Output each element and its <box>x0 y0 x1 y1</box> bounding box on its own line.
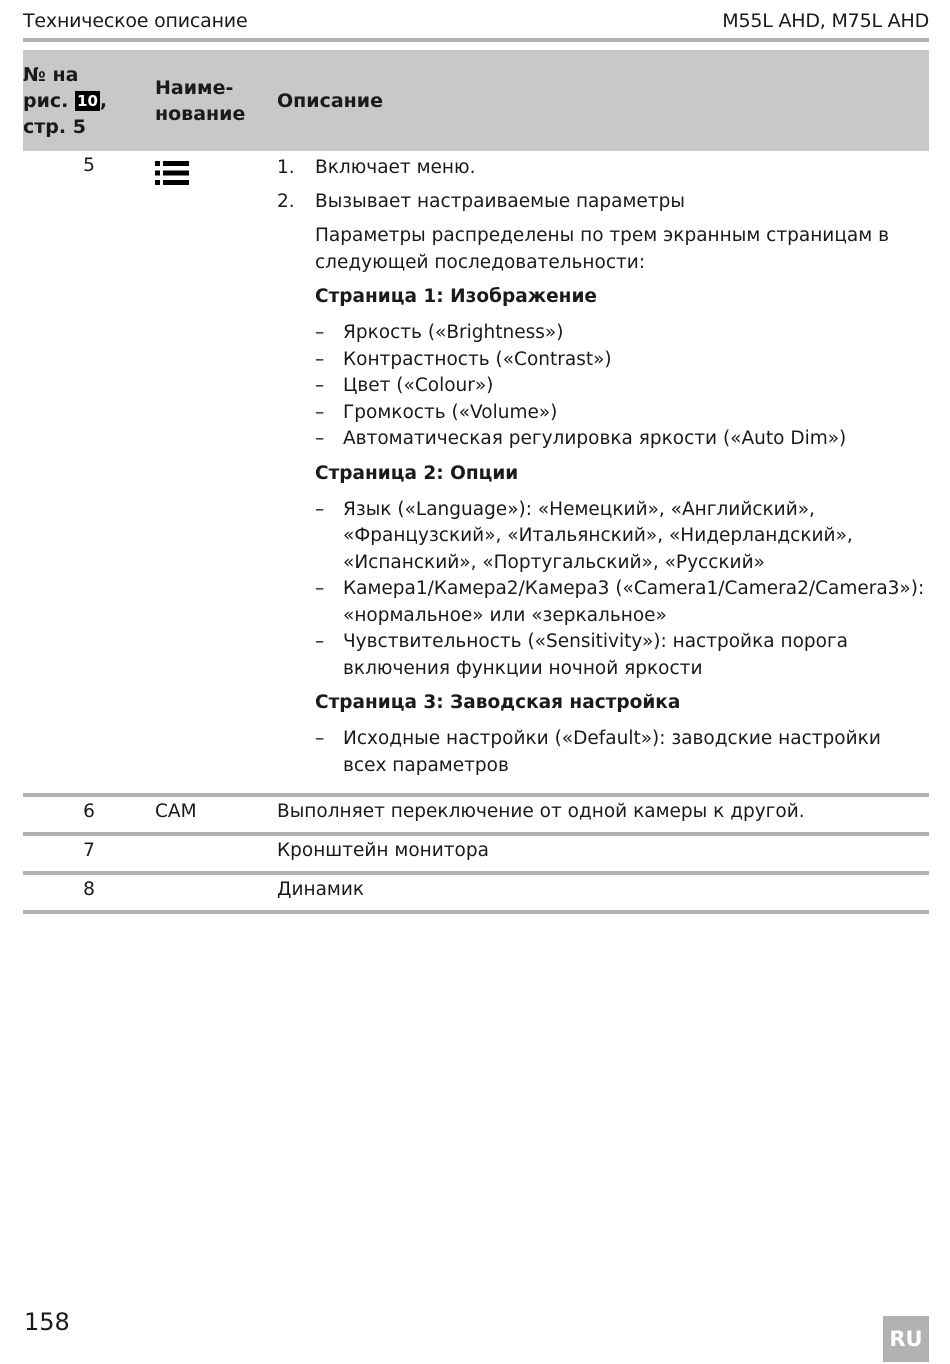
table-row <box>23 795 929 834</box>
list-item: – Исходные настройки («Default»): заводские настройки всех параметров <box>315 728 881 776</box>
header-divider <box>23 38 929 42</box>
row-number: 6 <box>23 795 155 834</box>
page3-heading: Страница 3: Заводская настройка <box>315 692 681 713</box>
page3-list <box>315 726 929 779</box>
list-item: – Громкость («Volume») <box>315 401 558 423</box>
table-row <box>23 873 929 912</box>
row-description: Динамик <box>277 873 929 912</box>
row-number: 8 <box>23 873 155 912</box>
language-badge: RU <box>883 1316 929 1362</box>
header-name: Наиме- нование <box>155 50 277 151</box>
list-item: – Язык («Language»): «Немецкий», «Английский», «Французский», «Итальянский», «Нидерландский», «Испанский», «Португальский», «Русский» <box>315 498 853 573</box>
page2-heading: Страница 2: Опции <box>315 462 519 484</box>
figure-ref-badge: 10 <box>77 91 98 110</box>
parameter-details <box>315 223 929 779</box>
row-description: Выполняет переключение от одной камеры к другой. <box>277 795 929 834</box>
page-number: 158 <box>24 1308 70 1336</box>
list-item: 1. Включает меню. <box>277 157 476 178</box>
list-item: – Чувствительность («Sensitivity»): настройка порога включения функции ночной яркости <box>315 631 849 679</box>
row-name <box>155 834 277 873</box>
page1-heading: Страница 1: Изображение <box>315 286 597 307</box>
page2-list <box>315 497 929 683</box>
row-description <box>277 151 929 795</box>
row-name <box>155 873 277 912</box>
table-row <box>23 151 929 795</box>
list-item: – Автоматическая регулировка яркости («Auto Dim») <box>315 428 847 449</box>
list-item: – Яркость («Brightness») <box>315 322 564 343</box>
params-intro: Параметры распределены по трем экранным страницам в следующей последовательности: <box>315 225 889 273</box>
row-name <box>155 151 277 795</box>
table-header-row <box>23 50 929 151</box>
row-number: 7 <box>23 834 155 873</box>
model-names: M55L AHD, M75L AHD <box>722 10 929 32</box>
list-item: – Камера1/Камера2/Камера3 («Camera1/Camera2/Camera3»): «нормальное» или «зеркальное» <box>315 578 925 626</box>
header-desc: Описание <box>277 50 929 151</box>
page1-list <box>315 320 929 453</box>
menu-list-icon <box>155 159 191 187</box>
page-header <box>23 8 929 34</box>
step-list <box>277 155 929 215</box>
table-row <box>23 834 929 873</box>
spec-table <box>23 50 929 914</box>
list-item: 2. Вызывает настраиваемые параметры <box>277 191 685 212</box>
list-item: – Контрастность («Contrast») <box>315 348 612 370</box>
header-num: № на рис. 10 , стр. 5 <box>23 50 155 151</box>
row-name: CAM <box>155 795 277 834</box>
row-number: 5 <box>23 151 155 795</box>
list-item: – Цвет («Colour») <box>315 375 494 396</box>
row-description: Кронштейн монитора <box>277 834 929 873</box>
document-title: Техническое описание <box>23 10 248 32</box>
